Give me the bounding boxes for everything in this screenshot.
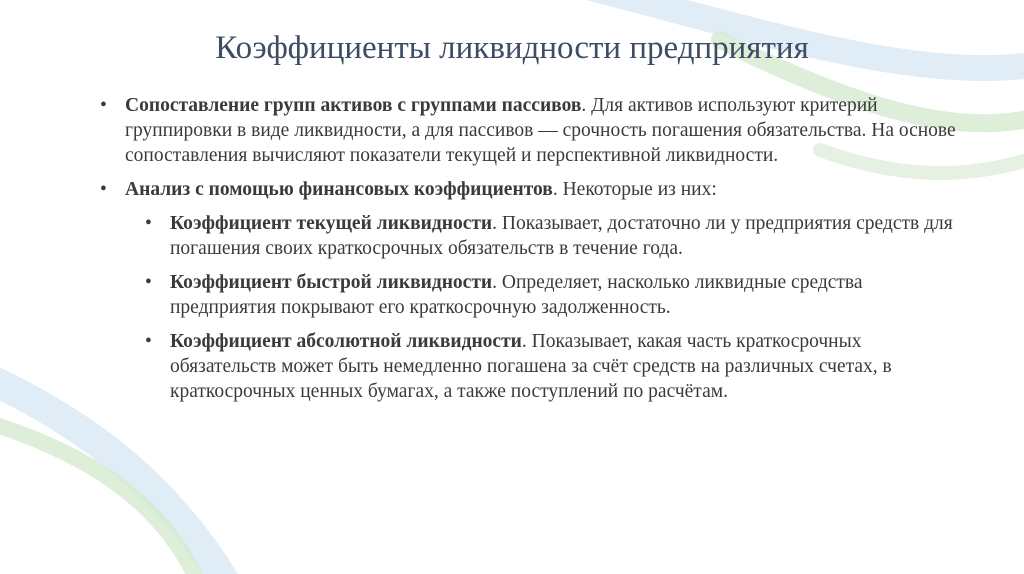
sub-bullet-current-liquidity bbox=[145, 211, 960, 261]
bullet-marker: • bbox=[100, 95, 107, 116]
bullet-bold-term: Коэффициент текущей ликвидности bbox=[170, 213, 493, 234]
bullet-marker: • bbox=[145, 213, 152, 234]
bullet-description: . Показывает, достаточно ли у предприятия средств для погашения своих краткосрочных обязательств в течение года. bbox=[170, 213, 953, 259]
bullet-bold-term: Анализ с помощью финансовых коэффициентов bbox=[125, 179, 553, 200]
bullet-text bbox=[100, 177, 960, 202]
bullet-description: . Показывает, какая часть краткосрочных обязательств может быть немедленно погашена за счёт средств на различных счетах, в краткосрочных ценных бумагах, а также поступлений по расчётам. bbox=[170, 331, 892, 402]
bullet-bold-term: Коэффициент быстрой ликвидности bbox=[170, 272, 493, 293]
bullet-description: . Некоторые из них: bbox=[552, 179, 717, 200]
bullet-marker: • bbox=[145, 331, 152, 352]
bullet-item-financial-ratios bbox=[100, 177, 960, 202]
bullet-text bbox=[145, 211, 960, 261]
bullet-marker: • bbox=[145, 272, 152, 293]
bullet-text bbox=[145, 270, 960, 320]
bullet-text bbox=[145, 329, 960, 404]
bullet-description: . Определяет, насколько ликвидные средства предприятия покрывают его краткосрочную задолженность. bbox=[170, 272, 863, 318]
bullet-bold-term: Коэффициент абсолютной ликвидности bbox=[170, 331, 522, 352]
bullet-text bbox=[100, 93, 960, 168]
bullet-description: . Для активов используют критерий группировки в виде ликвидности, а для пассивов — срочность погашения обязательства. На основе сопоставления вычисляют показатели текущей и перспективной ликвидности. bbox=[125, 95, 956, 166]
bullet-item-asset-liability-matching bbox=[100, 93, 960, 168]
decor-swoosh-bottom-left-green bbox=[0, 420, 205, 574]
sub-bullet-absolute-liquidity bbox=[145, 329, 960, 404]
bullet-marker: • bbox=[100, 179, 107, 200]
slide-content bbox=[100, 93, 960, 413]
bullet-bold-term: Сопоставление групп активов с группами пассивов bbox=[125, 95, 582, 116]
slide-title: Коэффициенты ликвидности предприятия bbox=[215, 30, 809, 66]
sub-bullet-quick-liquidity bbox=[145, 270, 960, 320]
